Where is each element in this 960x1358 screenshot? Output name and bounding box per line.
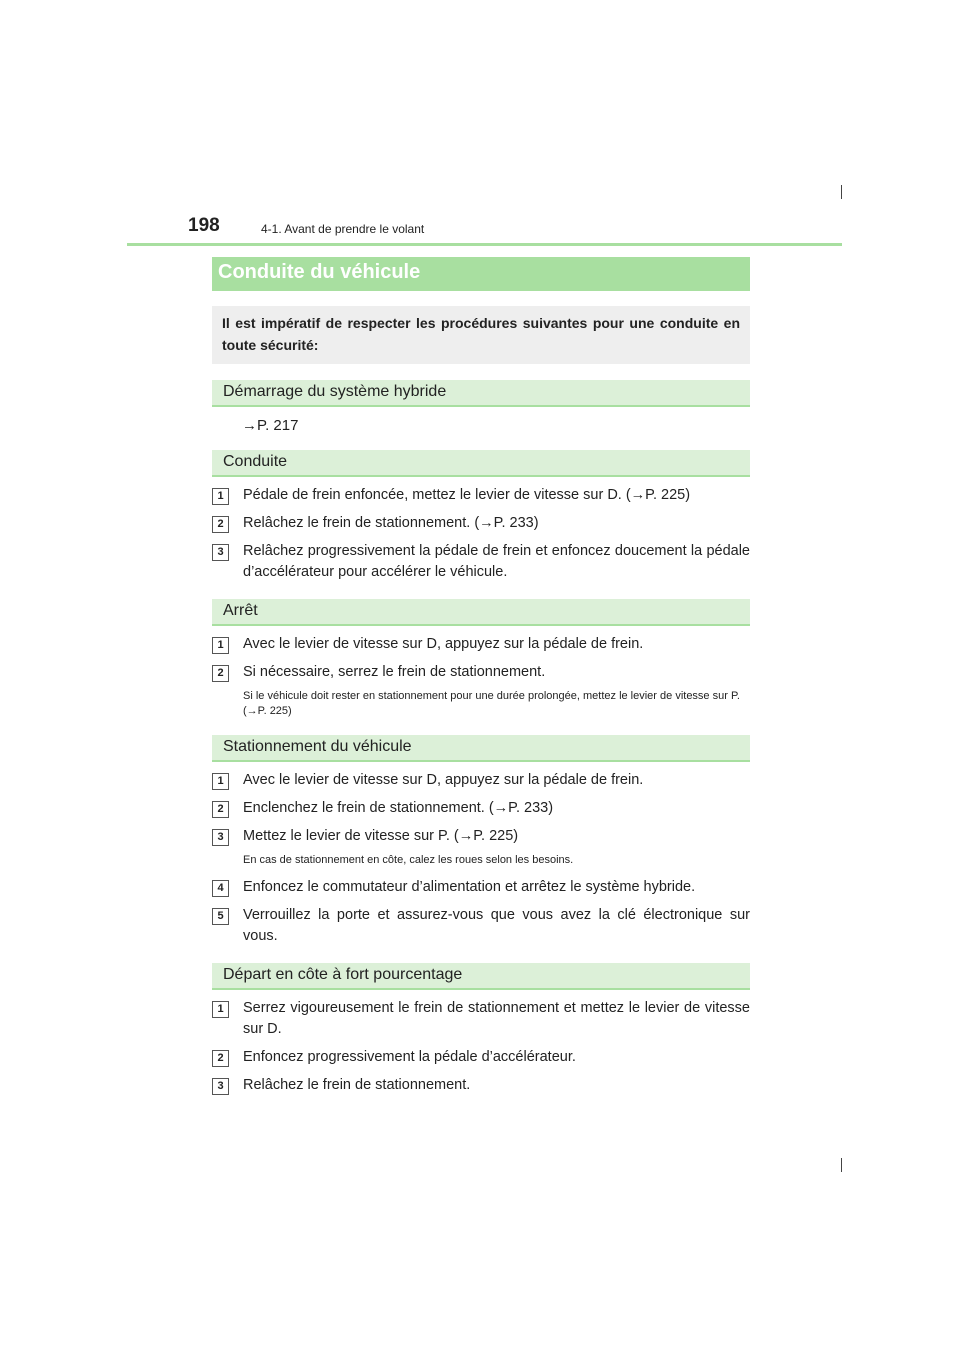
step-text: Mettez le levier de vitesse sur P. (→P. 225) (243, 828, 519, 844)
step-number-badge: 1 (212, 637, 229, 654)
step-text: Enclenchez le frein de stationnement. (→P. 233) (243, 800, 554, 816)
page-reference: →P. 217 (242, 417, 299, 434)
step-number-badge: 2 (212, 1050, 229, 1067)
step-text: Enfoncez le commutateur d’alimentation et arrêtez le système hybride. (243, 879, 696, 895)
crop-mark-bottom (841, 1158, 842, 1172)
step-text: Si nécessaire, serrez le frein de stationnement. (243, 664, 546, 680)
header-rule (127, 243, 842, 246)
step-number-badge: 1 (212, 1001, 229, 1018)
step-list (212, 485, 750, 583)
step-number-badge: 4 (212, 880, 229, 897)
crop-mark-top (841, 185, 842, 199)
step-list (212, 998, 750, 1096)
step-item (212, 662, 750, 683)
section-heading: Stationnement du véhicule (212, 735, 750, 762)
step-note: En cas de stationnement en côte, calez les roues selon les besoins. (243, 854, 574, 866)
step-number-badge: 2 (212, 801, 229, 818)
step-number-badge: 5 (212, 908, 229, 925)
page-content (212, 257, 750, 1103)
page-number: 198 (188, 215, 220, 236)
step-list (212, 634, 750, 719)
step-list (212, 770, 750, 947)
section (212, 599, 750, 719)
step-number-badge: 2 (212, 665, 229, 682)
step-text: Serrez vigoureusement le frein de stationnement et mettez le levier de vitesse sur D. (243, 1000, 750, 1037)
step-number-badge: 3 (212, 829, 229, 846)
step-item (212, 1075, 750, 1096)
section-heading: Arrêt (212, 599, 750, 626)
step-text: Pédale de frein enfoncée, mettez le levier de vitesse sur D. (→P. 225) (243, 487, 691, 503)
section (212, 380, 750, 434)
step-text: Relâchez progressivement la pédale de frein et enfoncez doucement la pédale d’accélérateur pour accélérer le véhicule. (243, 543, 750, 580)
step-item (212, 770, 750, 791)
step-item (212, 485, 750, 506)
step-item (212, 634, 750, 655)
step-text: Avec le levier de vitesse sur D, appuyez sur la pédale de frein. (243, 772, 644, 788)
step-number-badge: 3 (212, 1078, 229, 1095)
section (212, 963, 750, 1096)
running-header: 4-1. Avant de prendre le volant (261, 222, 425, 236)
step-text: Avec le levier de vitesse sur D, appuyez sur la pédale de frein. (243, 636, 644, 652)
section (212, 450, 750, 583)
step-note: Si le véhicule doit rester en stationnement pour une durée prolongée, mettez le levier de vitesse sur P. (→P. 225) (243, 690, 740, 717)
step-number-badge: 3 (212, 544, 229, 561)
section (212, 735, 750, 947)
step-item (212, 877, 750, 898)
step-number-badge: 2 (212, 516, 229, 533)
section-heading: Démarrage du système hybride (212, 380, 750, 407)
step-text: Verrouillez la porte et assurez-vous que vous avez la clé électronique sur vous. (243, 907, 750, 944)
step-text: Relâchez le frein de stationnement. (→P. 233) (243, 515, 539, 531)
intro-box: Il est impératif de respecter les procédures suivantes pour une conduite en toute sécurité: (212, 306, 750, 364)
step-text: Relâchez le frein de stationnement. (243, 1077, 471, 1093)
step-item (212, 905, 750, 947)
step-item (212, 826, 750, 847)
step-item (212, 798, 750, 819)
step-number-badge: 1 (212, 488, 229, 505)
step-item (212, 541, 750, 583)
step-text: Enfoncez progressivement la pédale d’accélérateur. (243, 1049, 576, 1065)
step-item (212, 998, 750, 1040)
step-number-badge: 1 (212, 773, 229, 790)
section-heading: Départ en côte à fort pourcentage (212, 963, 750, 990)
section-heading: Conduite (212, 450, 750, 477)
page-title: Conduite du véhicule (212, 257, 750, 291)
sections-container (212, 380, 750, 1096)
step-item (212, 513, 750, 534)
step-item (212, 1047, 750, 1068)
